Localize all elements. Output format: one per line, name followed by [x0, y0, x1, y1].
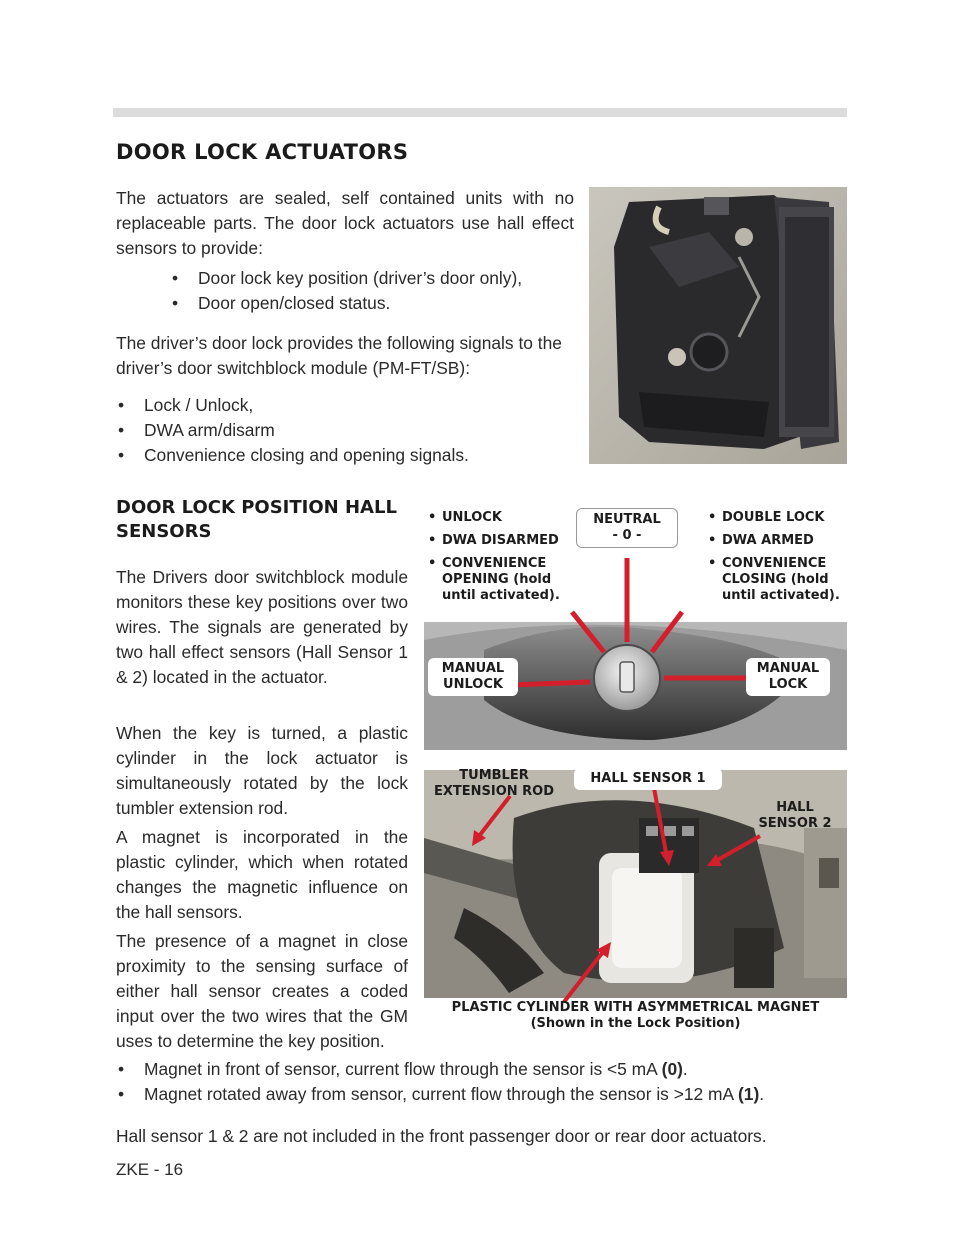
hall-sensor-1-label: HALL SENSOR 1 [574, 768, 722, 790]
list-item: • Door lock key position (driver’s door only), [172, 266, 572, 291]
tumbler-label-line: TUMBLER [459, 768, 529, 783]
hall-paragraph-4: The presence of a magnet in close proximity to the sensing surface of either hall sensor creates a coded input over the two wires that the GM uses to determine the key position. [116, 931, 408, 1051]
top-rule [113, 108, 847, 117]
page-footer: ZKE - 16 [116, 1160, 184, 1179]
caption-line: (Shown in the Lock Position) [530, 1016, 741, 1031]
manual-unlock-line: UNLOCK [443, 677, 503, 692]
caption-line: PLASTIC CYLINDER WITH ASYMMETRICAL MAGNET [451, 1000, 820, 1015]
actuator-photo [589, 187, 847, 464]
list-item: • DOUBLE LOCK [708, 510, 847, 526]
hall2-label-line: HALL [776, 800, 814, 815]
bullet-text: Magnet in front of sensor, current flow through the sensor is <5 mA [144, 1059, 662, 1079]
list-item: • CONVENIENCE OPENING (hold until activated). [428, 556, 578, 604]
hall2-label-line: SENSOR 2 [758, 816, 832, 831]
manual-lock-line: LOCK [768, 677, 808, 692]
intro-paragraph: The actuators are sealed, self contained units with no replaceable parts. The door lock actuators use hall effect sensors to provide: [116, 188, 574, 258]
magnet-current-list [118, 1057, 848, 1107]
signals-list [118, 393, 578, 468]
hall-sensor-photo [424, 758, 847, 1038]
neutral-label [576, 508, 678, 548]
tumbler-extension-rod-label [428, 768, 560, 800]
passenger-note: Hall sensor 1 & 2 are not included in the front passenger door or rear door actuators. [116, 1126, 767, 1146]
key-position-diagram [424, 500, 847, 750]
list-item: • UNLOCK [428, 510, 578, 526]
section-title-door-lock-actuators: DOOR LOCK ACTUATORS [116, 140, 409, 164]
section-title-hall-sensors: DOOR LOCK POSITION HALL SENSORS [116, 497, 397, 542]
tumbler-label-line: EXTENSION ROD [433, 784, 555, 799]
manual-lock-label [746, 658, 830, 696]
bullet-end: . [682, 1059, 688, 1079]
unlock-functions-list [428, 510, 578, 611]
neutral-label-line: - 0 - [612, 528, 642, 543]
list-item: • DWA DISARMED [428, 533, 578, 549]
list-item: • CONVENIENCE CLOSING (hold until activated). [708, 556, 847, 604]
bullet-value: (0) [661, 1059, 683, 1079]
list-item: • Convenience closing and opening signals. [118, 443, 578, 468]
manual-lock-line: MANUAL [756, 661, 820, 676]
plastic-cylinder-caption [424, 1000, 847, 1032]
list-item [118, 1082, 848, 1107]
provides-list [172, 266, 572, 316]
manual-unlock-label [428, 658, 518, 696]
list-item [118, 1057, 848, 1082]
list-item: • Door open/closed status. [172, 291, 572, 316]
hall-paragraph-3: A magnet is incorporated in the plastic cylinder, which when rotated changes the magnetic influence on the hall sensors. [116, 827, 408, 922]
list-item: • Lock / Unlock, [118, 393, 578, 418]
list-item: • DWA ARMED [708, 533, 847, 549]
signals-intro-paragraph: The driver’s door lock provides the following signals to the driver’s door switchblock module (PM-FT/SB): [116, 333, 562, 378]
hall-paragraph-2: When the key is turned, a plastic cylinder in the lock actuator is simultaneously rotated by the lock tumbler extension rod. [116, 723, 408, 818]
hall-sensor-2-label [750, 800, 840, 832]
bullet-text: Magnet rotated away from sensor, current flow through the sensor is >12 mA [144, 1084, 738, 1104]
lock-functions-list [708, 510, 847, 611]
bullet-value: (1) [738, 1084, 760, 1104]
list-item: • DWA arm/disarm [118, 418, 578, 443]
hall-paragraph-1: The Drivers door switchblock module monitors these key positions over two wires. The signals are generated by two hall effect sensors (Hall Sensor 1 & 2) located in the actuator. [116, 567, 408, 687]
manual-unlock-line: MANUAL [441, 661, 505, 676]
bullet-end: . [759, 1084, 765, 1104]
neutral-label-line: NEUTRAL [593, 512, 661, 527]
